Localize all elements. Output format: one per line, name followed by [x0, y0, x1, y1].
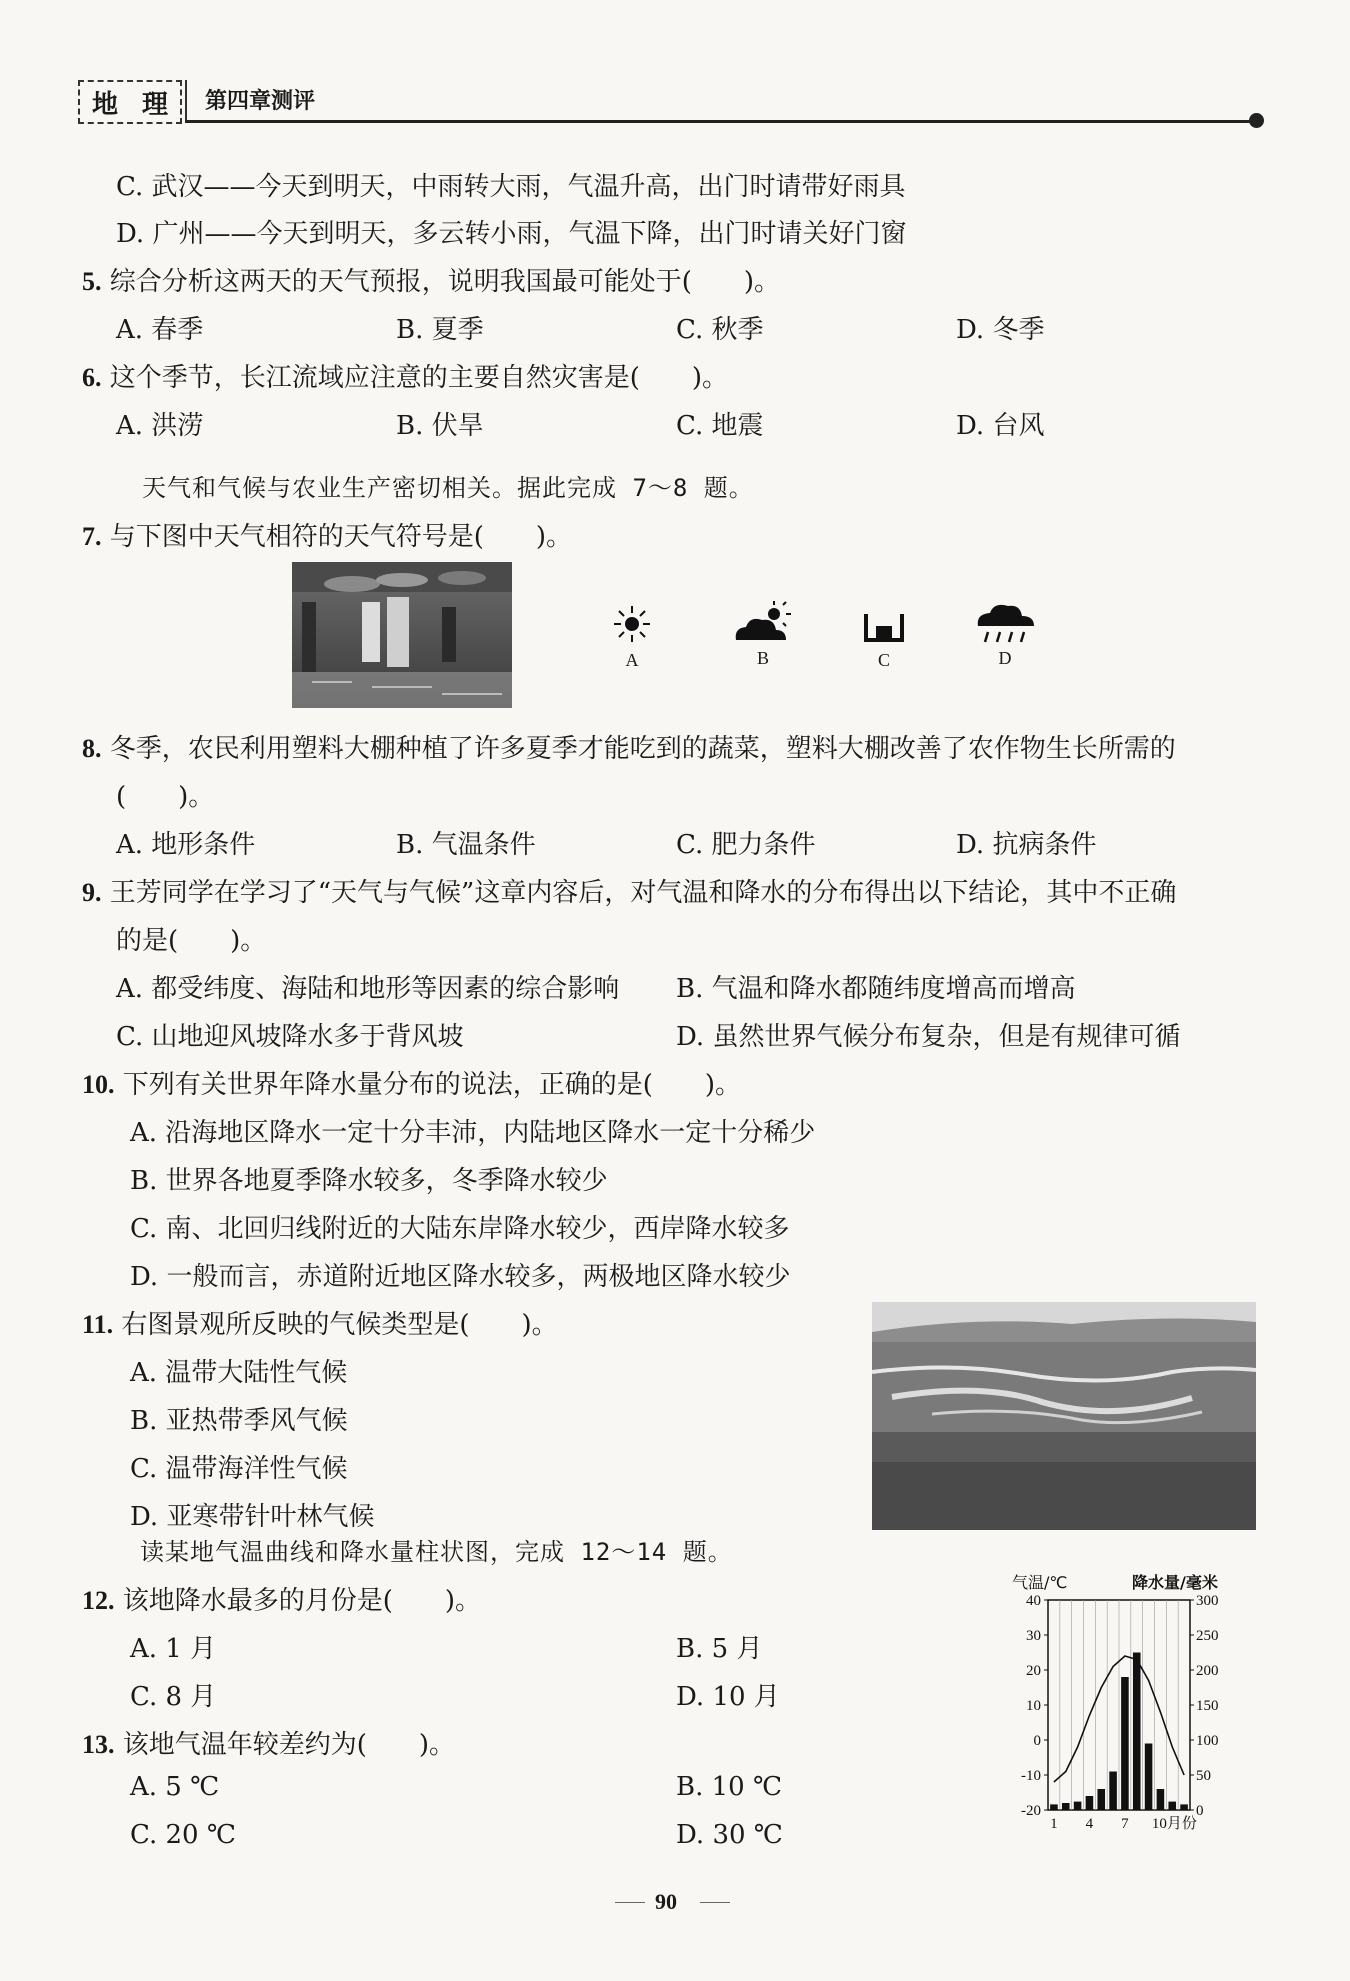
q12-option-d: D. 10 月: [676, 1682, 780, 1712]
q5-option-b: B. 夏季: [396, 315, 484, 345]
precipitation-bar: [1062, 1803, 1070, 1810]
subject-char: 地: [91, 89, 118, 120]
footer-rule-right: [700, 1902, 730, 1903]
left-tick-label: 40: [1026, 1593, 1041, 1609]
question-number: 11.: [82, 1310, 114, 1339]
precipitation-bar: [1180, 1804, 1188, 1810]
question-text: 王芳同学在学习了“天气与气候”这章内容后，对气温和降水的分布得出以下结论，其中不正确: [109, 878, 1177, 908]
question-number: 12.: [82, 1586, 115, 1615]
rainy-street-photo: [292, 562, 512, 708]
question-5: [82, 261, 780, 298]
question-text: 该地气温年较差约为( )。: [122, 1730, 456, 1760]
climate-chart: [1000, 1570, 1230, 1840]
q12-option-b: B. 5 月: [676, 1634, 763, 1664]
q9-option-b: B. 气温和降水都随纬度增高而增高: [676, 974, 1076, 1004]
right-tick-label: 300: [1196, 1593, 1219, 1609]
page-number: 90: [655, 1889, 677, 1914]
precipitation-bar: [1168, 1802, 1176, 1810]
question-number: 6.: [82, 363, 102, 392]
question-text: 右图景观所反映的气候类型是( )。: [121, 1310, 558, 1340]
partly-cloudy-icon: [730, 600, 796, 644]
symbol-label: C: [877, 650, 890, 670]
precipitation-bar: [1145, 1744, 1153, 1811]
x-tick-label: 10月份: [1151, 1816, 1197, 1832]
left-tick-label: 30: [1026, 1628, 1041, 1644]
q13-option-a: A. 5 ℃: [130, 1772, 220, 1802]
q10-option-c: C. 南、北回归线附近的大陆东岸降水较少，西岸降水较多: [130, 1214, 790, 1244]
header-rule: [185, 120, 1255, 123]
question-6: [82, 357, 728, 394]
q6-option-b: B. 伏旱: [396, 411, 484, 441]
q4-option-d: D. 广州——今天到明天，多云转小雨，气温下降，出门时请关好门窗: [116, 219, 907, 249]
q8-option-b: B. 气温条件: [396, 830, 536, 860]
q13-option-c: C. 20 ℃: [130, 1820, 236, 1850]
precipitation-bar: [1157, 1789, 1165, 1810]
question-9: [82, 872, 1176, 909]
header-divider: [185, 80, 187, 122]
weather-symbol-d: [972, 600, 1038, 669]
left-tick-label: -20: [1021, 1803, 1041, 1819]
precipitation-bar: [1121, 1677, 1129, 1810]
question-8: [82, 728, 1176, 765]
header-rule-dot: [1249, 113, 1264, 128]
left-axis-label: 气温/℃: [1012, 1573, 1068, 1592]
question-number: 10.: [82, 1070, 115, 1099]
dust-icon: [862, 612, 906, 644]
question-text: 冬季，农民利用塑料大棚种植了许多夏季才能吃到的蔬菜，塑料大棚改善了农作物生长所需的: [109, 734, 1176, 764]
q13-option-d: D. 30 ℃: [676, 1820, 783, 1850]
q9-option-a: A. 都受纬度、海陆和地形等因素的综合影响: [116, 974, 620, 1004]
q8-option-c: C. 肥力条件: [676, 830, 816, 860]
precipitation-bar: [1074, 1802, 1082, 1810]
q11-option-d: D. 亚寒带针叶林气候: [130, 1502, 375, 1532]
q6-option-c: C. 地震: [676, 411, 764, 441]
question-number: 7.: [82, 522, 102, 551]
question-number: 5.: [82, 267, 102, 296]
x-tick-label: 4: [1085, 1816, 1094, 1832]
right-tick-label: 200: [1196, 1663, 1219, 1679]
subject-badge: [78, 80, 182, 124]
q10-option-d: D. 一般而言，赤道附近地区降水较多，两极地区降水较少: [130, 1262, 791, 1292]
precipitation-bar: [1050, 1804, 1058, 1810]
q8-option-d: D. 抗病条件: [956, 830, 1097, 860]
question-10: [82, 1064, 741, 1101]
q8-option-a: A. 地形条件: [116, 830, 256, 860]
symbol-label: D: [998, 648, 1012, 668]
q5-option-a: A. 春季: [116, 315, 204, 345]
question-number: 13.: [82, 1730, 115, 1759]
q6-option-a: A. 洪涝: [116, 411, 204, 441]
sun-icon: [610, 604, 654, 644]
q5-option-d: D. 冬季: [956, 315, 1045, 345]
x-tick-label: 7: [1121, 1816, 1129, 1832]
question-13: [82, 1724, 455, 1761]
right-tick-label: 150: [1196, 1698, 1219, 1714]
question-7: [82, 516, 572, 553]
left-tick-label: -10: [1021, 1768, 1041, 1784]
right-tick-label: 100: [1196, 1733, 1219, 1749]
q10-option-b: B. 世界各地夏季降水较多，冬季降水较少: [130, 1166, 608, 1196]
question-number: 9.: [82, 878, 102, 907]
question-8-cont: ( )。: [116, 782, 215, 812]
q11-option-a: A. 温带大陆性气候: [130, 1358, 348, 1388]
q11-option-c: C. 温带海洋性气候: [130, 1454, 348, 1484]
x-tick-label: 1: [1050, 1816, 1058, 1832]
weather-symbol-c: [862, 612, 906, 671]
weather-symbol-b: [730, 600, 796, 669]
stem-12-14: 读某地气温曲线和降水量柱状图，完成 12～14 题。: [140, 1538, 733, 1566]
grassland-photo: [872, 1302, 1256, 1530]
weather-symbol-a: [610, 604, 654, 671]
question-9-cont: 的是( )。: [116, 926, 267, 956]
question-11: [82, 1304, 558, 1341]
left-tick-label: 0: [1033, 1733, 1041, 1749]
stem-7-8: 天气和气候与农业生产密切相关。据此完成 7～8 题。: [142, 474, 754, 502]
question-text: 这个季节，长江流域应注意的主要自然灾害是( )。: [109, 363, 729, 393]
q9-option-c: C. 山地迎风坡降水多于背风坡: [116, 1022, 464, 1052]
q12-option-c: C. 8 月: [130, 1682, 217, 1712]
question-text: 下列有关世界年降水量分布的说法，正确的是( )。: [122, 1070, 742, 1100]
symbol-label: A: [625, 650, 639, 670]
left-tick-label: 20: [1026, 1663, 1041, 1679]
precipitation-bar: [1109, 1772, 1117, 1811]
q13-option-b: B. 10 ℃: [676, 1772, 783, 1802]
precipitation-bar: [1133, 1653, 1141, 1811]
chapter-title: 第四章测评: [205, 88, 316, 114]
subject-char: 理: [141, 89, 168, 120]
precipitation-bar: [1086, 1796, 1094, 1810]
right-tick-label: 0: [1196, 1803, 1204, 1819]
rain-cloud-icon: [972, 600, 1038, 644]
footer-rule-left: [615, 1902, 645, 1903]
q4-option-c: C. 武汉——今天到明天，中雨转大雨，气温升高，出门时请带好雨具: [116, 172, 906, 202]
q5-option-c: C. 秋季: [676, 315, 764, 345]
q9-option-d: D. 虽然世界气候分布复杂，但是有规律可循: [676, 1022, 1181, 1052]
question-number: 8.: [82, 734, 102, 763]
q12-option-a: A. 1 月: [130, 1634, 217, 1664]
question-text: 该地降水最多的月份是( )。: [122, 1586, 482, 1616]
question-text: 综合分析这两天的天气预报，说明我国最可能处于( )。: [109, 267, 781, 297]
right-tick-label: 250: [1196, 1628, 1219, 1644]
right-axis-label: 降水量/毫米: [1132, 1573, 1218, 1592]
left-tick-label: 10: [1026, 1698, 1041, 1714]
q10-option-a: A. 沿海地区降水一定十分丰沛，内陆地区降水一定十分稀少: [130, 1118, 816, 1148]
question-12: [82, 1580, 481, 1617]
q11-option-b: B. 亚热带季风气候: [130, 1406, 348, 1436]
q6-option-d: D. 台风: [956, 411, 1045, 441]
precipitation-bar: [1097, 1789, 1105, 1810]
right-tick-label: 50: [1196, 1768, 1211, 1784]
symbol-label: B: [756, 648, 769, 668]
question-text: 与下图中天气相符的天气符号是( )。: [109, 522, 573, 552]
